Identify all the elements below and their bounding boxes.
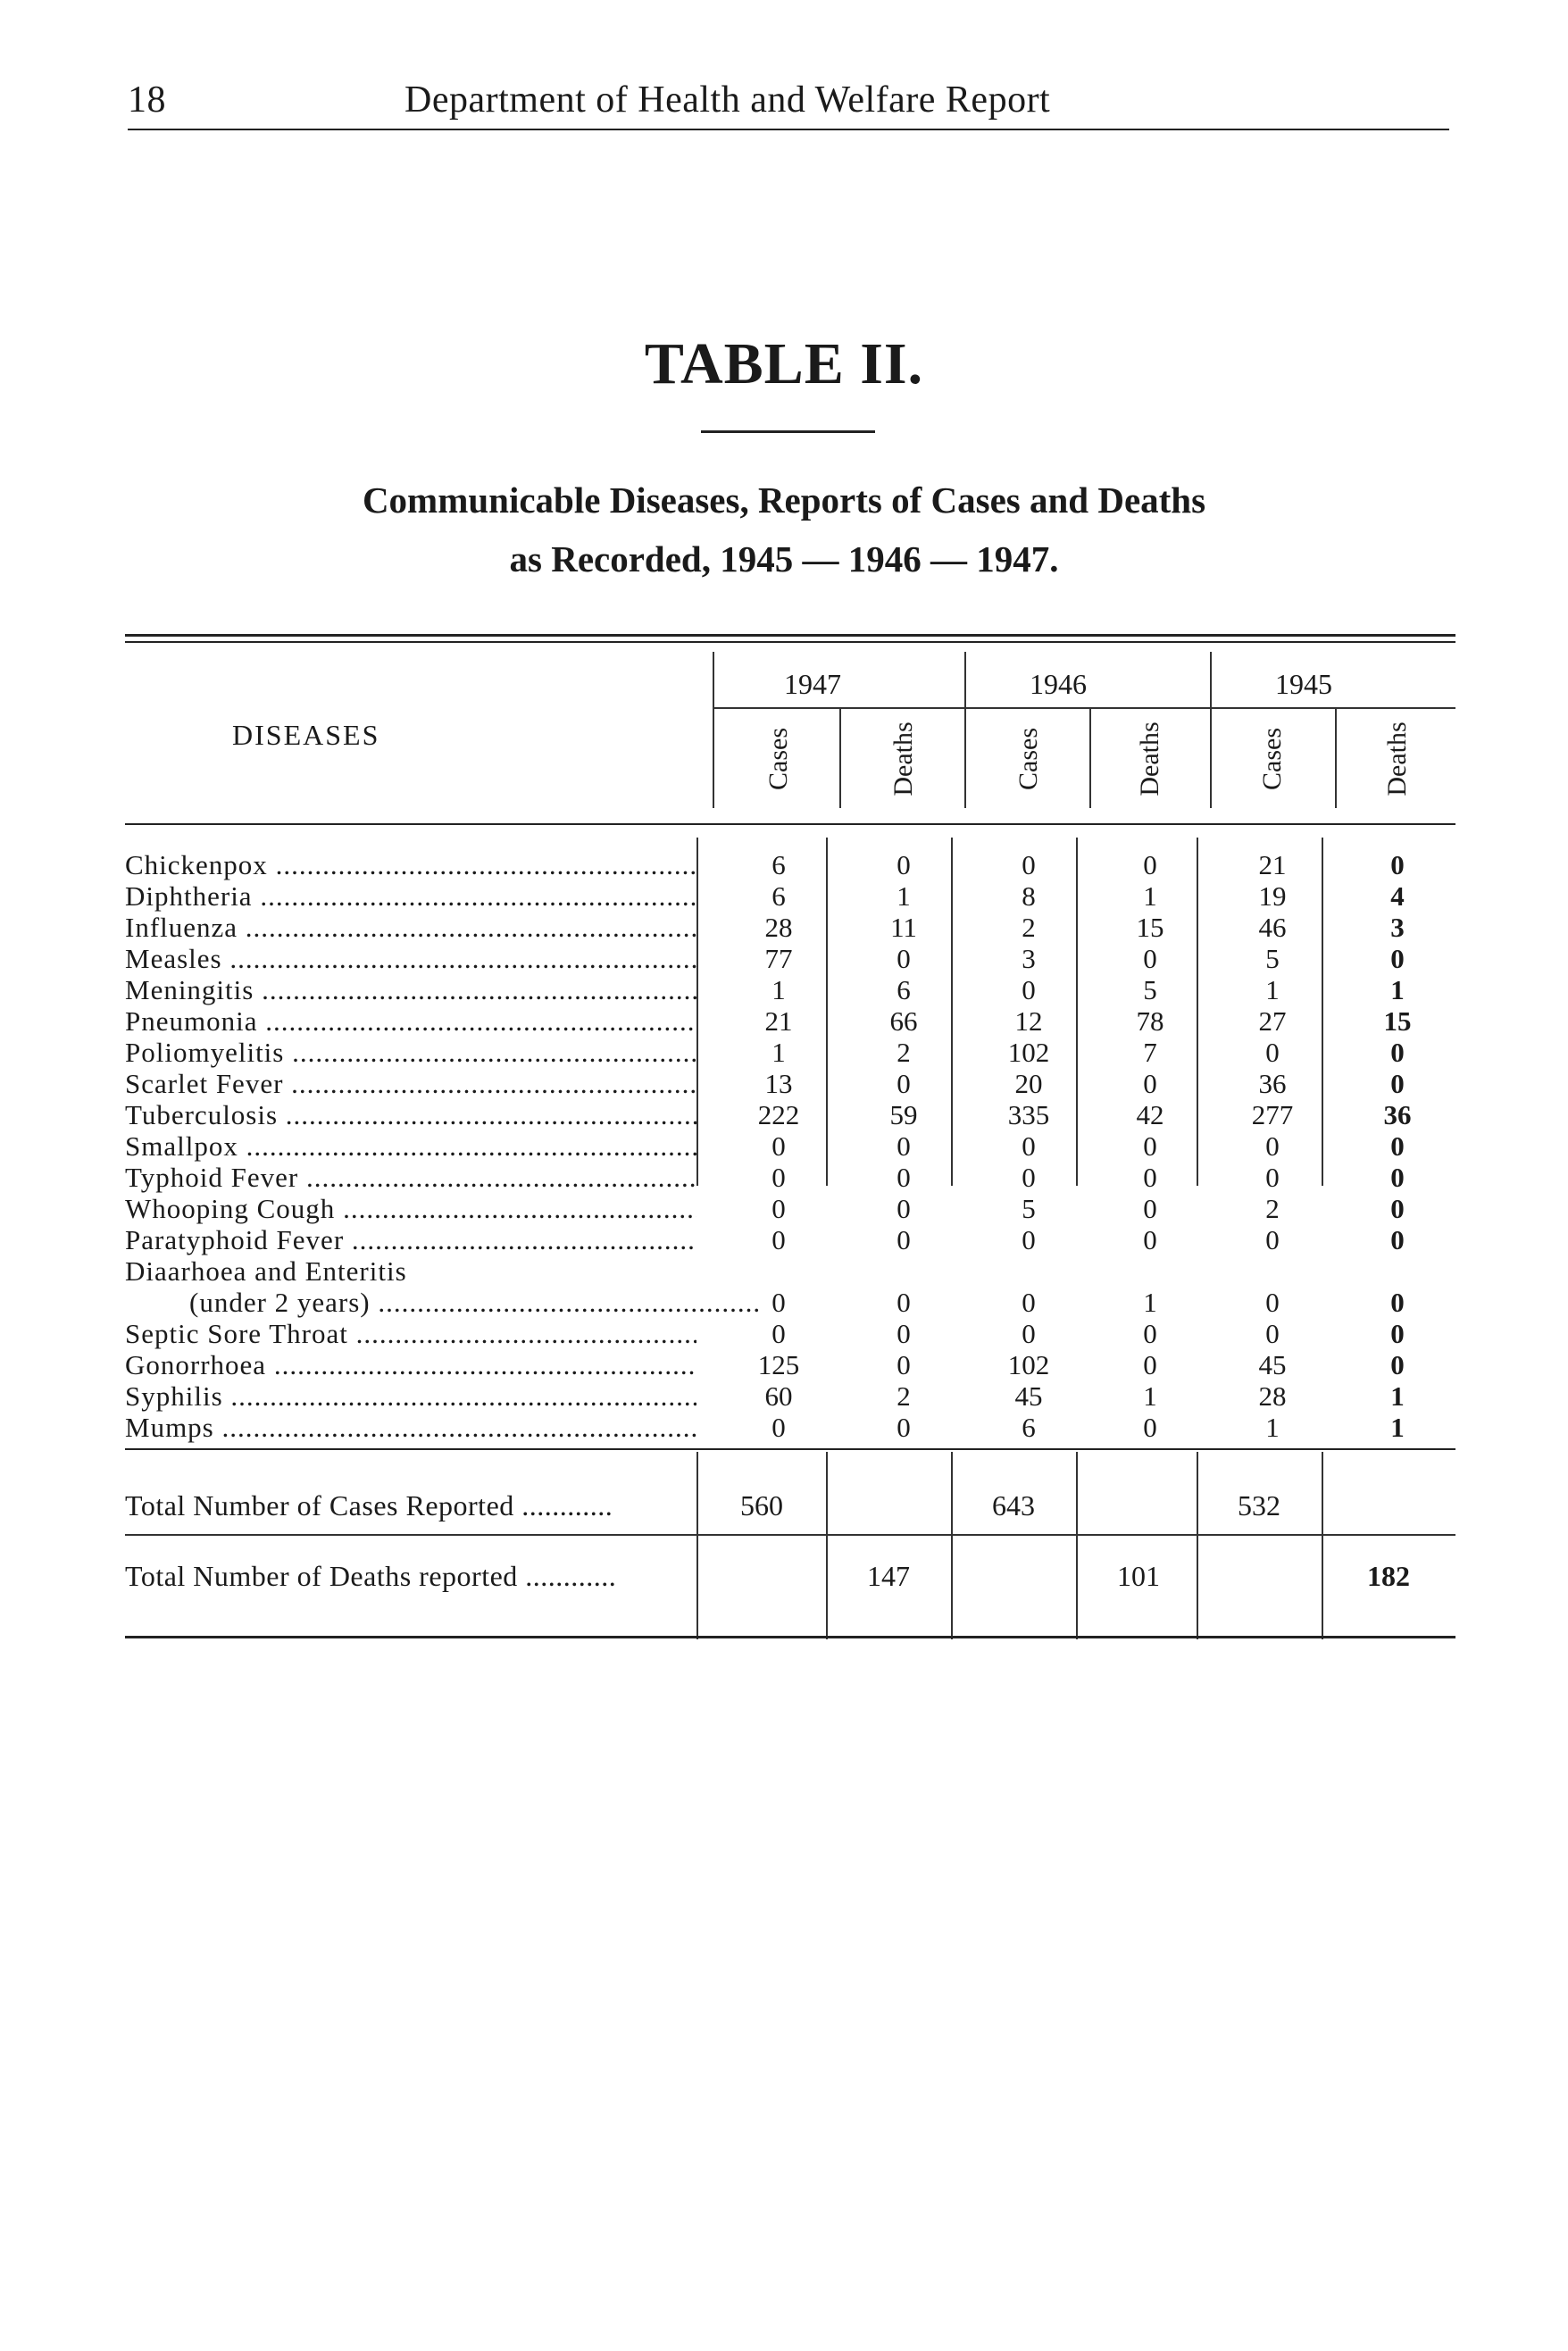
- table-cell: 1: [1143, 1287, 1157, 1318]
- table-cell: 15: [1383, 1005, 1412, 1037]
- disease-name: Diphtheria .....: [125, 881, 696, 912]
- table-cell: 8: [1022, 880, 1036, 912]
- table-cell: 0: [897, 1193, 911, 1224]
- subhead-1947-deaths: Deaths: [888, 721, 918, 796]
- table-cell: 2: [1022, 912, 1036, 943]
- totals-divider: [1197, 1452, 1198, 1639]
- table-cell: 0: [1022, 1224, 1036, 1255]
- header-bottom-rule: [125, 823, 1455, 825]
- total-cases-1945: 532: [1238, 1489, 1280, 1521]
- table-cell: 0: [1390, 1037, 1405, 1068]
- table-cell: 5: [1265, 943, 1280, 974]
- total-deaths-label: Total Number of Deaths reported .....: [125, 1560, 696, 1593]
- table-bottom-rule: [125, 1636, 1455, 1638]
- running-title: Department of Health and Welfare Report: [405, 79, 1051, 121]
- table-cell: 0: [1390, 1224, 1405, 1255]
- table-cell: 13: [764, 1068, 793, 1099]
- table-subtitle-line2: as Recorded, 1945 — 1946 — 1947.: [509, 538, 1059, 579]
- totals-separator: [125, 1534, 1455, 1536]
- table-cell: 0: [771, 1224, 786, 1255]
- table-cell: 21: [764, 1005, 793, 1037]
- subhead-1946-cases: Cases: [1013, 728, 1043, 790]
- table-cell: 12: [1014, 1005, 1043, 1037]
- table-cell: 125: [757, 1349, 800, 1380]
- diseases-header: DISEASES: [232, 719, 380, 751]
- table-cell: 335: [1007, 1099, 1050, 1130]
- table-cell: 77: [764, 943, 793, 974]
- table-cell: 0: [1265, 1037, 1280, 1068]
- disease-name: Scarlet Fever .....: [125, 1069, 696, 1099]
- table-cell: 0: [1390, 1193, 1405, 1224]
- table-cell: 0: [1022, 1162, 1036, 1193]
- totals-divider: [826, 1452, 828, 1639]
- page-header: [128, 75, 1449, 130]
- year-1946: 1946: [1030, 668, 1087, 700]
- table-cell: 1: [1390, 1380, 1405, 1412]
- table-cell: 0: [897, 1162, 911, 1193]
- table-cell: 0: [897, 1318, 911, 1349]
- table-cell: 21: [1258, 849, 1287, 880]
- disease-name: Mumps .....: [125, 1413, 696, 1443]
- table-cell: 0: [1265, 1130, 1280, 1162]
- page-number: 18: [128, 79, 166, 121]
- table-cell: 0: [1265, 1224, 1280, 1255]
- table-cell: 0: [1265, 1162, 1280, 1193]
- table-cell: 0: [771, 1318, 786, 1349]
- table-cell: 6: [771, 880, 786, 912]
- table-cell: 28: [1258, 1380, 1287, 1412]
- table-cell: 277: [1251, 1099, 1294, 1130]
- total-deaths-1947: 147: [867, 1560, 910, 1592]
- table-cell: 0: [1022, 1287, 1036, 1318]
- table-cell: 15: [1136, 912, 1164, 943]
- table-cell: 0: [1143, 1318, 1157, 1349]
- subhead-1945-deaths: Deaths: [1382, 721, 1412, 796]
- table-cell: 0: [1143, 1224, 1157, 1255]
- table-cell: 0: [1390, 1130, 1405, 1162]
- table-cell: 6: [897, 974, 911, 1005]
- disease-name: Whooping Cough .....: [125, 1194, 696, 1224]
- table-cell: 102: [1007, 1037, 1050, 1068]
- table-cell: 6: [771, 849, 786, 880]
- totals-divider: [1322, 1452, 1323, 1639]
- body-divider: [826, 838, 828, 1186]
- disease-name: Influenza .....: [125, 913, 696, 943]
- table-cell: 0: [897, 1068, 911, 1099]
- disease-name: Paratyphoid Fever .....: [125, 1225, 696, 1255]
- table-cell: 78: [1136, 1005, 1164, 1037]
- table-cell: [859, 1256, 948, 1287]
- table-cell: [1105, 1256, 1195, 1287]
- table-cell: 1: [1390, 974, 1405, 1005]
- disease-name: Smallpox .....: [125, 1131, 696, 1162]
- table-cell: 0: [1265, 1318, 1280, 1349]
- total-deaths-1946: 101: [1117, 1560, 1160, 1592]
- table-cell: 42: [1136, 1099, 1164, 1130]
- disease-name: Poliomyelitis .....: [125, 1038, 696, 1068]
- table-cell: 5: [1022, 1193, 1036, 1224]
- table-cell: 1: [1143, 1380, 1157, 1412]
- table-cell: 3: [1022, 943, 1036, 974]
- table-cell: 0: [1390, 1318, 1405, 1349]
- header-divider: [1089, 707, 1091, 808]
- disease-name: (under 2 years) .....: [189, 1288, 761, 1318]
- table-cell: 20: [1014, 1068, 1043, 1099]
- table-cell: 7: [1143, 1037, 1157, 1068]
- header-divider: [713, 652, 714, 808]
- table-cell: 1: [771, 1037, 786, 1068]
- total-cases-1947: 560: [740, 1489, 783, 1521]
- total-deaths-1945: 182: [1367, 1560, 1410, 1592]
- table-cell: 45: [1014, 1380, 1043, 1412]
- table-cell: [1353, 1256, 1442, 1287]
- table-cell: 0: [771, 1287, 786, 1318]
- table-cell: 102: [1007, 1349, 1050, 1380]
- total-cases-1946: 643: [992, 1489, 1035, 1521]
- table-cell: 1: [1265, 974, 1280, 1005]
- table-cell: 0: [1022, 1130, 1036, 1162]
- year-1947: 1947: [784, 668, 841, 700]
- body-divider: [1322, 838, 1323, 1186]
- body-divider: [951, 838, 953, 1186]
- table-cell: 0: [771, 1130, 786, 1162]
- header-divider: [964, 652, 966, 808]
- table-cell: 1: [1265, 1412, 1280, 1443]
- totals-divider: [1076, 1452, 1078, 1639]
- table-cell: 0: [1265, 1287, 1280, 1318]
- table-cell: 2: [1265, 1193, 1280, 1224]
- disease-name: Syphilis .....: [125, 1381, 696, 1412]
- table-cell: 0: [1143, 1193, 1157, 1224]
- table-subtitle-line1: Communicable Diseases, Reports of Cases and Deaths: [362, 479, 1206, 521]
- table-cell: 0: [1143, 1130, 1157, 1162]
- table-cell: 46: [1258, 912, 1287, 943]
- table-cell: 19: [1258, 880, 1287, 912]
- body-divider: [1076, 838, 1078, 1186]
- table-cell: 27: [1258, 1005, 1287, 1037]
- disease-name: Typhoid Fever .....: [125, 1163, 696, 1193]
- table-cell: 0: [771, 1162, 786, 1193]
- body-divider: [696, 838, 698, 1186]
- table-cell: 0: [897, 1130, 911, 1162]
- body-bottom-rule: [125, 1448, 1455, 1450]
- table-cell: 0: [897, 1287, 911, 1318]
- disease-name: Diaarhoea and Enteritis: [125, 1256, 407, 1287]
- table-cell: 0: [897, 1349, 911, 1380]
- table-cell: [984, 1256, 1073, 1287]
- disease-name: Tuberculosis .....: [125, 1100, 696, 1130]
- table-top-rule-inner: [125, 641, 1455, 643]
- subhead-1945-cases: Cases: [1257, 728, 1287, 790]
- table-cell: 5: [1143, 974, 1157, 1005]
- table-cell: 0: [1022, 849, 1036, 880]
- table-cell: 0: [1390, 1349, 1405, 1380]
- table-cell: 1: [897, 880, 911, 912]
- table-cell: 0: [1143, 1412, 1157, 1443]
- totals-divider: [951, 1452, 953, 1639]
- table-cell: 6: [1022, 1412, 1036, 1443]
- table-cell: 0: [1143, 1349, 1157, 1380]
- table-cell: 1: [1390, 1412, 1405, 1443]
- table-cell: 2: [897, 1380, 911, 1412]
- table-cell: 0: [1390, 849, 1405, 880]
- disease-name: Gonorrhoea .....: [125, 1350, 696, 1380]
- header-divider: [1210, 652, 1212, 808]
- year-1945: 1945: [1275, 668, 1332, 700]
- table-cell: 59: [889, 1099, 918, 1130]
- table-cell: 0: [1022, 1318, 1036, 1349]
- table-cell: 0: [771, 1193, 786, 1224]
- year-underline: [714, 707, 1455, 709]
- disease-name: Pneumonia .....: [125, 1006, 696, 1037]
- table-cell: 0: [1143, 1162, 1157, 1193]
- table-cell: [734, 1256, 823, 1287]
- disease-name: Chickenpox .....: [125, 850, 696, 880]
- table-cell: 0: [897, 1412, 911, 1443]
- table-cell: 11: [890, 912, 917, 943]
- table-cell: 1: [771, 974, 786, 1005]
- table-cell: 0: [1143, 849, 1157, 880]
- subhead-1946-deaths: Deaths: [1135, 721, 1164, 796]
- table-cell: 222: [757, 1099, 800, 1130]
- table-cell: 0: [1390, 1162, 1405, 1193]
- title-rule: [701, 430, 875, 433]
- table-cell: 66: [889, 1005, 918, 1037]
- totals-divider: [696, 1452, 698, 1639]
- disease-table: [125, 625, 1455, 1652]
- table-cell: 3: [1390, 912, 1405, 943]
- header-divider: [1335, 707, 1337, 808]
- table-cell: 45: [1258, 1349, 1287, 1380]
- table-cell: 28: [764, 912, 793, 943]
- table-cell: 1: [1143, 880, 1157, 912]
- table-cell: 0: [1390, 1287, 1405, 1318]
- table-cell: 0: [897, 1224, 911, 1255]
- table-top-rule: [125, 634, 1455, 637]
- table-cell: 0: [1390, 1068, 1405, 1099]
- table-cell: 0: [897, 943, 911, 974]
- body-divider: [1197, 838, 1198, 1186]
- table-cell: 36: [1258, 1068, 1287, 1099]
- total-cases-label: Total Number of Cases Reported .....: [125, 1489, 696, 1522]
- table-cell: [1228, 1256, 1317, 1287]
- subhead-1947-cases: Cases: [763, 728, 793, 790]
- table-cell: 60: [764, 1380, 793, 1412]
- table-cell: 0: [1022, 974, 1036, 1005]
- table-cell: 0: [1143, 1068, 1157, 1099]
- table-cell: 2: [897, 1037, 911, 1068]
- header-divider: [839, 707, 841, 808]
- table-cell: 0: [1390, 943, 1405, 974]
- table-cell: 0: [897, 849, 911, 880]
- disease-name: Septic Sore Throat .....: [125, 1319, 696, 1349]
- disease-name: Meningitis .....: [125, 975, 696, 1005]
- table-title: TABLE II.: [644, 331, 924, 396]
- disease-name: Measles .....: [125, 944, 696, 974]
- table-cell: 0: [1143, 943, 1157, 974]
- table-cell: 4: [1390, 880, 1405, 912]
- table-cell: 0: [771, 1412, 786, 1443]
- table-cell: 36: [1383, 1099, 1412, 1130]
